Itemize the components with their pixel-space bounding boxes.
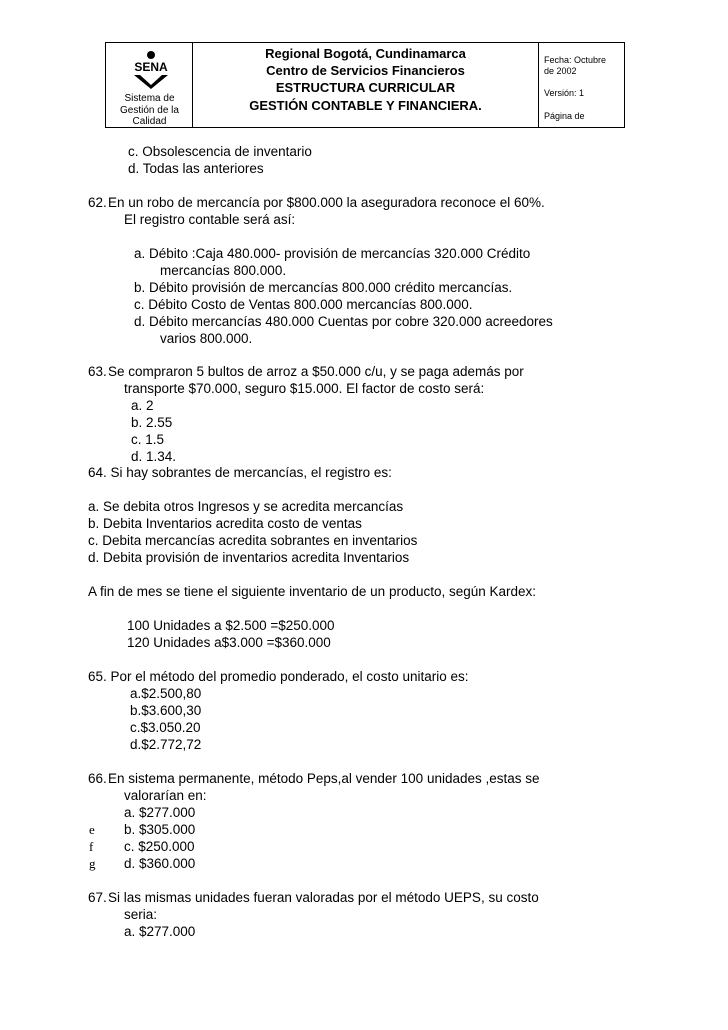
q66-option-b: b. $305.000 — [124, 822, 196, 837]
q65-option-d: d.$2.772,72 — [130, 737, 202, 752]
q64-text: 64. Si hay sobrantes de mercancías, el registro es: — [88, 465, 392, 480]
header-center: Centro de Servicios Financieros — [266, 63, 465, 78]
header-regional: Regional Bogotá, Cundinamarca — [265, 46, 466, 61]
q66-margin-mark-g: g — [89, 856, 96, 871]
header-date-line2: de 2002 — [544, 66, 577, 76]
q65-option-a: a.$2.500,80 — [130, 686, 202, 701]
document-header — [105, 42, 625, 128]
q67-text-line1: Si las mismas unidades fueran valoradas por el método UEPS, su costo — [108, 890, 539, 905]
q64-option-a: a. Se debita otros Ingresos y se acredita mercancías — [88, 499, 404, 514]
q62-option-d: d. Débito mercancías 480.000 Cuentas por cobre 320.000 acreedores — [134, 314, 553, 329]
q66-option-d: d. $360.000 — [124, 856, 196, 871]
q64-option-b: b. Debita Inventarios acredita costo de ventas — [88, 516, 362, 531]
header-logo-cell — [106, 43, 193, 127]
q63-option-a: a. 2 — [131, 398, 154, 413]
q62-option-a: a. Débito :Caja 480.000- provisión de mercancías 320.000 Crédito — [134, 246, 531, 261]
q64-option-d: d. Debita provisión de inventarios acredita Inventarios — [88, 550, 410, 565]
logo-text: SENA — [134, 60, 168, 74]
q62-text-line2: El registro contable será así: — [124, 212, 296, 227]
q63-text-line2: transporte $70.000, seguro $15.000. El factor de costo será: — [124, 381, 485, 396]
q66-margin-mark-e: e — [89, 822, 95, 837]
q62-option-a-cont: mercancías 800.000. — [160, 263, 287, 278]
prev-option-d: d. Todas las anteriores — [128, 161, 264, 176]
q67-number: 67. — [88, 890, 107, 905]
prev-option-c: c. Obsolescencia de inventario — [128, 144, 312, 159]
q65-option-b: b.$3.600,30 — [130, 703, 202, 718]
q66-option-a: a. $277.000 — [124, 805, 196, 820]
q63-option-d: d. 1.34. — [131, 449, 177, 464]
kardex-intro: A fin de mes se tiene el siguiente inventario de un producto, según Kardex: — [88, 584, 537, 599]
q63-text-line1: Se compraron 5 bultos de arroz a $50.000 c/u, y se paga además por — [108, 364, 524, 379]
q67-option-a: a. $277.000 — [124, 924, 196, 939]
q63-option-c: c. 1.5 — [131, 432, 165, 447]
q63-option-b: b. 2.55 — [131, 415, 173, 430]
q66-text-line2: valorarían en: — [124, 788, 207, 803]
kardex-line1: 100 Unidades a $2.500 =$250.000 — [127, 618, 335, 633]
q62-text-line1: En un robo de mercancía por $800.000 la aseguradora reconoce el 60%. — [108, 195, 545, 210]
kardex-line2: 120 Unidades a$3.000 =$360.000 — [127, 635, 331, 650]
header-title-cell — [193, 43, 539, 127]
header-structure: ESTRUCTURA CURRICULAR — [275, 80, 456, 95]
q65-text: 65. Por el método del promedio ponderado, el costo unitario es: — [88, 669, 469, 684]
q62-option-d-cont: varios 800.000. — [160, 331, 253, 346]
q63-number: 63. — [88, 364, 107, 379]
q64-option-c: c. Debita mercancías acredita sobrantes en inventarios — [88, 533, 418, 548]
header-page: Página de — [544, 111, 585, 121]
q65-option-c: c.$3.050.20 — [130, 720, 201, 735]
sena-logo-icon — [128, 49, 174, 89]
q62-number: 62. — [88, 195, 107, 210]
header-version: Versión: 1 — [544, 88, 585, 98]
q66-option-c: c. $250.000 — [124, 839, 195, 854]
q62-option-b: b. Débito provisión de mercancías 800.000 crédito mercancías. — [134, 280, 513, 295]
header-date-line1: Fecha: Octubre — [544, 55, 607, 65]
quality-system-label: Sistema de Gestión de la Calidad — [120, 93, 179, 127]
q66-margin-mark-f: f — [89, 839, 94, 854]
q62-option-c: c. Débito Costo de Ventas 800.000 mercancías 800.000. — [134, 297, 473, 312]
q67-text-line2: seria: — [124, 907, 158, 922]
q66-text-line1: En sistema permanente, método Peps,al vender 100 unidades ,estas se — [108, 771, 540, 786]
q66-number: 66. — [88, 771, 107, 786]
header-meta-cell — [539, 43, 624, 127]
header-program: GESTIÓN CONTABLE Y FINANCIERA. — [249, 98, 482, 113]
